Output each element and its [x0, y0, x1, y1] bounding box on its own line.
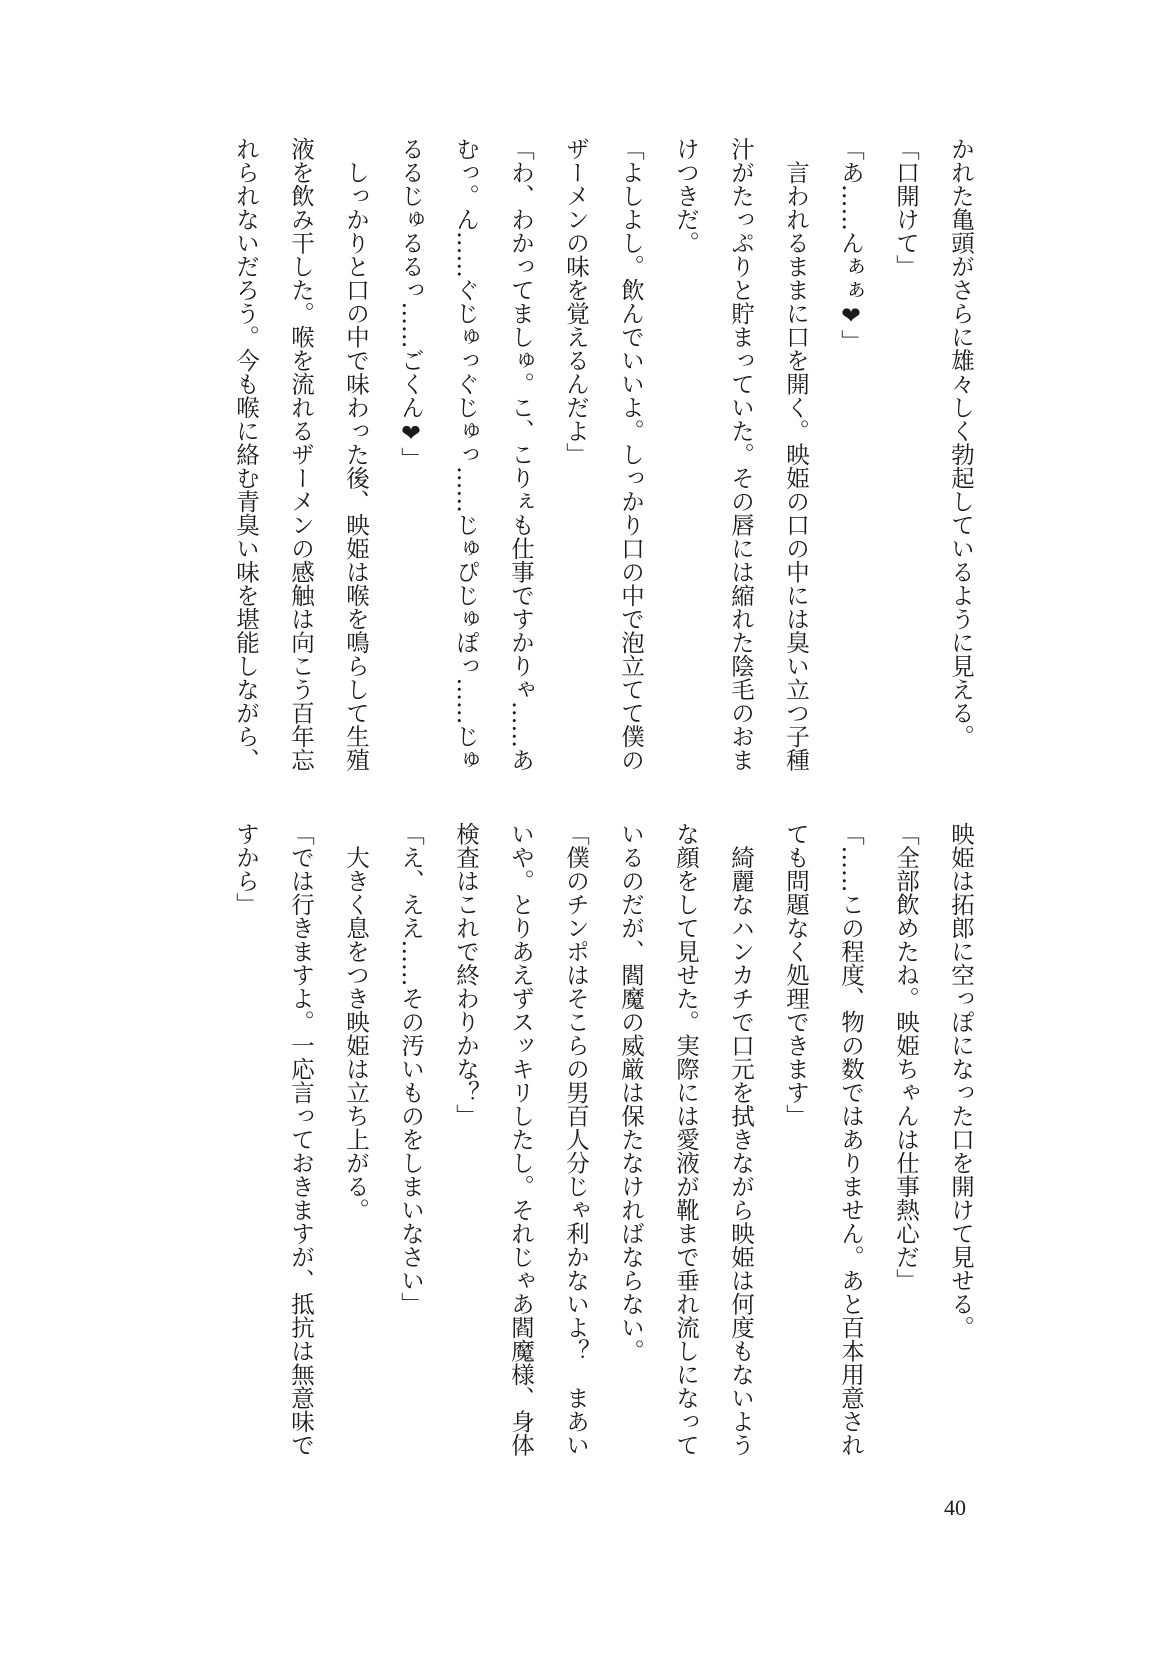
text-line: 「口開けて」 — [892, 137, 920, 278]
text-line: 汁がたっぷりと貯まっていた。その唇には縮れた陰毛のおま — [727, 137, 755, 772]
text-line: 「……この程度、物の数ではありません。あと百本用意され — [837, 822, 865, 1457]
text-line: 「全部飲めたね。映姫ちゃんは仕事熱心だ」 — [892, 822, 920, 1292]
text-line: れられないだろう。今も喉に絡む青臭い味を堪能しながら、 — [232, 137, 260, 772]
text-line: ても問題なく処理できます」 — [782, 822, 810, 1128]
text-line: ザーメンの味を覚えるんだよ」 — [562, 137, 590, 466]
text-line: いるのだが、閻魔の威厳は保たなければならない。 — [617, 822, 645, 1363]
text-line: 「わ、わかってましゅ。こ、こりぇも仕事ですかりゃ……あ — [507, 137, 535, 772]
text-line: すから」 — [232, 822, 260, 916]
text-line: るるじゅるるっ……ごくん❤」 — [397, 137, 425, 471]
text-line: むっ。ん……ぐじゅっぐじゅっ……じゅぴじゅぽっ……じゅ — [452, 137, 480, 772]
text-line: しっかりと口の中で味わった後、映姫は喉を鳴らして生殖 — [342, 137, 370, 772]
text-line: けつきだ。 — [672, 137, 700, 255]
text-line: 「では行きますよ。一応言っておきますが、抵抗は無意味で — [287, 822, 315, 1457]
text-line: 「あ……んぁぁ❤」 — [837, 137, 865, 353]
text-line: 「僕のチンポはそこらの男百人分じゃ利かないよ？ まあい — [562, 822, 590, 1457]
text-line: 言われるままに口を開く。映姫の口の中には臭い立つ子種 — [782, 137, 810, 772]
text-line: 綺麗なハンカチで口元を拭きながら映姫は何度もないよう — [727, 822, 755, 1457]
text-block-top — [218, 137, 988, 797]
text-line: 「え、ええ……その汚いものをしまいなさい」 — [397, 822, 425, 1316]
page-number: 40 — [944, 1495, 966, 1520]
text-line: いや。とりあえずスッキリしたし。それじゃあ閻魔様、身体 — [507, 822, 535, 1457]
text-line: な顔をして見せた。実際には愛液が靴まで垂れ流しになって — [672, 822, 700, 1457]
text-line: 映姫は拓郎に空っぽになった口を開けて見せる。 — [947, 822, 975, 1339]
text-line: 液を飲み干した。喉を流れるザーメンの感触は向こう百年忘 — [287, 137, 315, 772]
text-line: 検査はこれで終わりかな？」 — [452, 822, 480, 1128]
text-line: かれた亀頭がさらに雄々しく勃起しているように見える。 — [947, 137, 975, 748]
text-line: 「よしよし。飲んでいいよ。しっかり口の中で泡立てて僕の — [617, 137, 645, 772]
text-block-bottom — [218, 822, 988, 1482]
text-line: 大きく息をつき映姫は立ち上がる。 — [342, 822, 370, 1222]
